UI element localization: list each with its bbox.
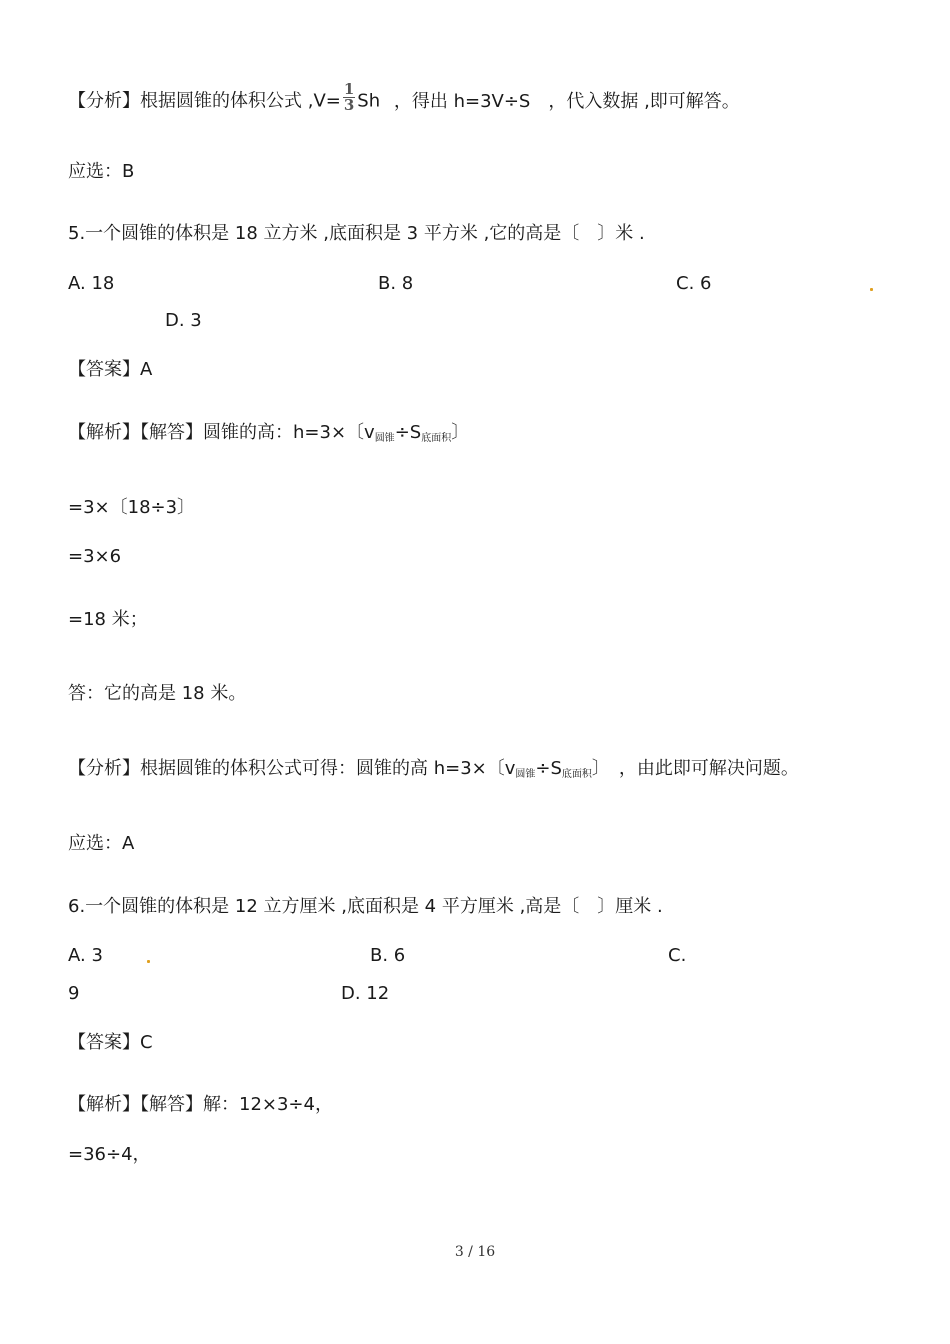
choice-b: 应选：B [68, 161, 135, 182]
q6-option-b: B. 6 [370, 945, 406, 966]
q6-answer: 【答案】C [68, 1032, 153, 1053]
page-number: 3 / 16 [454, 1244, 496, 1260]
q5-option-c: C. 6 [676, 273, 712, 294]
q5-solution: 【解析】【解答】圆锥的高：h=3×〔$v_{圆锥}\div S_{底面积}$〕 [68, 422, 470, 444]
q6-option-c: C. [668, 945, 687, 966]
q5-option-d: D. 3 [165, 310, 202, 331]
q5-option-a: A. 18 [68, 273, 115, 294]
q6-option-c-value: 9 [68, 983, 80, 1004]
analysis-rest: ，得出 h=3V÷S ，代入数据 ,即可解答。 [393, 90, 740, 112]
question-5: 5.一个圆锥的体积是 18 立方米 ,底面积是 3 平方米 ,它的高是〔 〕米 . [68, 223, 645, 244]
q5-choice: 应选：A [68, 833, 135, 854]
q6-step-1: =36÷4， [68, 1144, 151, 1165]
q5-step-3: =18 米； [68, 609, 148, 630]
q5-step-1: =3×〔18÷3〕 [68, 497, 196, 518]
decorative-dot [147, 960, 150, 963]
q6-solution: 【解析】【解答】解：12×3÷4， [68, 1094, 333, 1115]
q6-option-d: D. 12 [341, 983, 390, 1004]
q5-reply: 答：它的高是 18 米。 [68, 683, 247, 704]
analysis-prefix: 【分析】根据圆锥的体积公式 ,V= [68, 90, 341, 112]
question-6: 6.一个圆锥的体积是 12 立方厘米 ,底面积是 4 平方厘米 ,高是〔 〕厘米 . [68, 896, 663, 917]
q5-analysis: 【分析】根据圆锥的体积公式可得：圆锥的高 h=3×〔$v_{圆锥}\div S_{底面积}$〕 ，由此即可解决问题。 [68, 758, 799, 780]
fraction-one-third: $\frac{1}{3}$ [343, 80, 355, 114]
decorative-dot [870, 288, 873, 291]
q5-option-b: B. 8 [378, 273, 414, 294]
analysis-formula-line [68, 80, 740, 117]
formula-sh: Sh [357, 90, 381, 112]
q5-step-2: =3×6 [68, 546, 122, 567]
q6-option-a: A. 3 [68, 945, 103, 966]
q5-answer: 【答案】A [68, 359, 153, 380]
